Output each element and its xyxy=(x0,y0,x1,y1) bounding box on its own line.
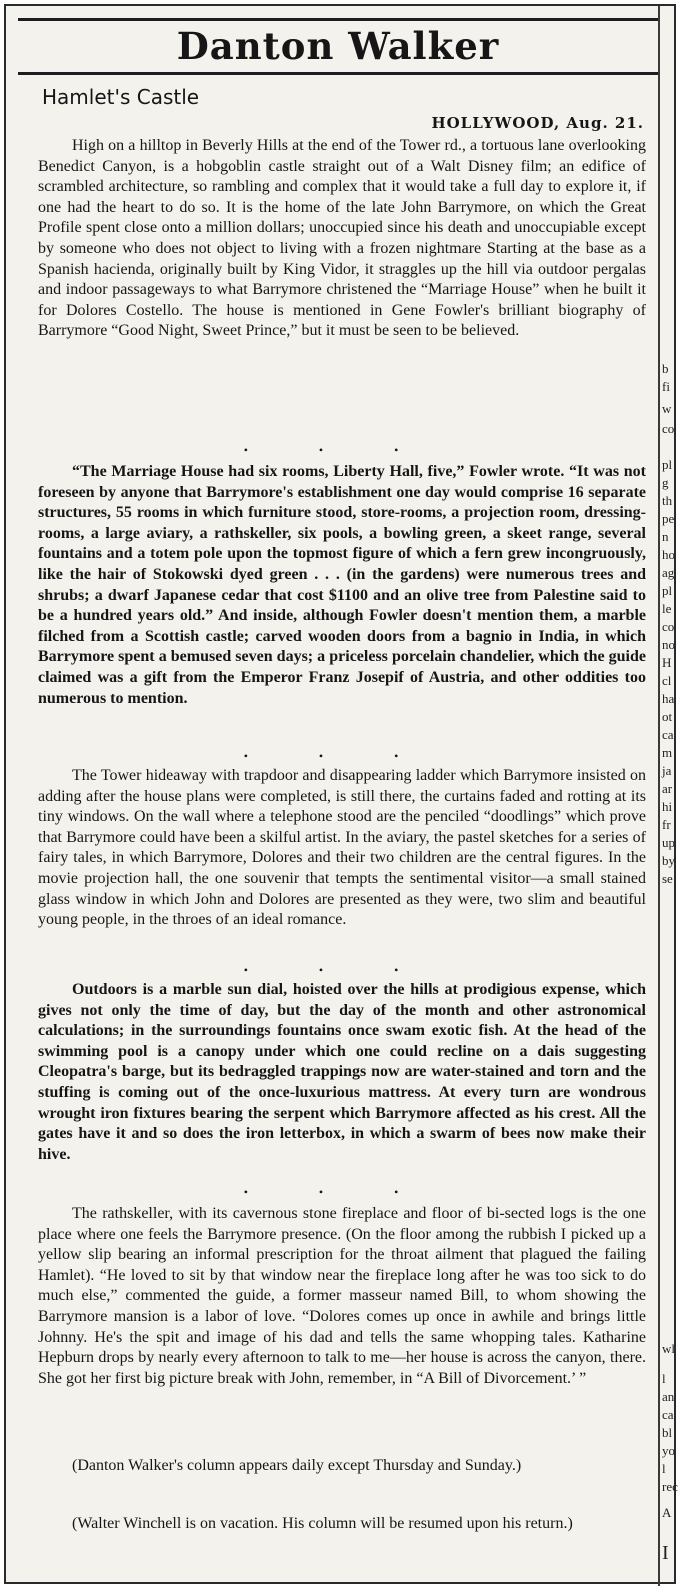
fragment-text: yo xyxy=(662,1443,675,1458)
separator-3: • • • xyxy=(243,963,433,977)
separator-2: • • • xyxy=(243,749,433,763)
fragment-text: l xyxy=(662,1461,666,1476)
fragment-text: up xyxy=(662,835,675,850)
fragment-text: ca xyxy=(662,1407,674,1422)
fragment-text: ca xyxy=(662,727,674,742)
fragment-text: an xyxy=(662,1389,675,1404)
fragment-text: g xyxy=(662,475,669,490)
fragment-text: l xyxy=(662,1371,666,1386)
fragment-text: by xyxy=(662,853,675,868)
fragment-text: m xyxy=(662,745,673,760)
fragment-text: wl xyxy=(662,1341,675,1356)
column-masthead: Danton Walker xyxy=(176,24,500,68)
fragment-text: pl xyxy=(662,583,673,598)
fragment-text: ot xyxy=(662,709,673,724)
column-gutter-rule xyxy=(658,6,660,1586)
fragment-text: A xyxy=(662,1505,672,1520)
danton-walker-column xyxy=(18,6,658,1586)
fragment-text: co xyxy=(662,619,675,634)
note-2: (Walter Winchell is on vacation. His column will be resumed upon his return.) xyxy=(72,1515,573,1532)
fragment-text: le xyxy=(662,601,672,616)
separator-4: • • • xyxy=(243,1185,433,1199)
fragment-text: fi xyxy=(662,379,670,394)
column-subhead: Hamlet's Castle xyxy=(42,85,200,109)
fragment-text: ar xyxy=(662,781,673,796)
fragment-text: w xyxy=(662,401,672,416)
paragraph-1: High on a hilltop in Beverly Hills at the end of the Tower rd., a tortuous lane overlooking Benedict Canyon, is a hobgoblin castle straight out of a Walt Disney film; an edifice of scrambled architecture, so rambling and complex that it would take a full day to explore it, if one had the heart to do so. It is the home of the late John Barrymore, on which the Great Profile spent close onto a million dollars; unoccupied since his death and unoccupiable except by someone who does not object to living with a frozen nightmare Starting at the base as a Spanish hacienda, originally built by King Vidor, it straggles up the hill via outdoor pergalas and indoor passageways to what Barrymore christened the “Marriage House” when he built it for Dolores Costello. The house is mentioned in Gene Fowler's brilliant biography of Barrymore “Good Night, Sweet Prince,” but it must be seen to be believed. xyxy=(38,137,646,340)
paragraph-4: Outdoors is a marble sun dial, hoisted over the hills at prodigious expense, which gives not only the time of day, but the day of the month and other astronomical calculations; in the surroundings fountains once swam exotic fish. At the head of the swimming pool is a canopy under which one could recline on a dais suggesting Cleopatra's barge, but its bedraggled trappings now are water-stained and torn and the stuffing is coming out of the once-luxurious mattress. At every turn are wondrous wrought iron fixtures bearing the serpent which Barrymore affected as his crest. All the gates have it and so does the iron letterbox, in which a swarm of bees now make their hive. xyxy=(38,981,646,1163)
paragraph-3: The Tower hideaway with trapdoor and disappearing ladder which Barrymore insisted on adding after the house plans were completed, is still there, the curtains faded and rotting at its tiny windows. On the wall where a telephone stood are the penciled “doodlings” which prove that Barrymore could have been a skilful artist. In the aviary, the pastel sketches for a series of fairy tales, in which Barrymore, Dolores and their two children are the central figures. In the movie projection hall, the one souvenir that tempts the sentimental visitor—a small stained glass window in which John and Dolores are presented as they were, two slim and beautiful young people, in the throes of an ideal romance. xyxy=(38,767,646,929)
fragment-text: pl xyxy=(662,457,673,472)
fragment-text: ja xyxy=(662,763,672,778)
fragment-text: co xyxy=(662,421,675,436)
fragment-text: se xyxy=(662,871,673,886)
fragment-text: ag xyxy=(662,565,675,580)
fragment-text: H xyxy=(662,655,672,670)
dateline: HOLLYWOOD, Aug. 21. xyxy=(431,114,644,132)
note-1: (Danton Walker's column appears daily except Thursday and Sunday.) xyxy=(72,1457,522,1474)
fragment-text: hi xyxy=(662,799,673,814)
fragment-text: rec xyxy=(662,1479,678,1494)
fragment-text: b xyxy=(662,361,669,376)
newspaper-page xyxy=(4,4,676,1584)
fragment-text: n xyxy=(662,529,669,544)
fragment-text: bl xyxy=(662,1425,673,1440)
adjacent-column-fragments xyxy=(662,6,682,1586)
paragraph-5: The rathskeller, with its cavernous stone fireplace and floor of bi-sected logs is the one place where one feels the Barrymore presence. (On the floor among the rubbish I picked up a yellow slip bearing an informal prescription for the throat ailment that plagued the failing Hamlet). “He loved to sit by that window near the fireplace long after he was too sick to do much else,” commented the guide, a former masseur named Bill, to whom showing the Barrymore mansion is a labor of love. “Dolores comes up once in awhile and brings little Johnny. He's the spit and image of his dad and tells the same whopping tales. Katharine Hepburn drops by nearly every afternoon to talk to me—her house is across the canyon, there. She got her first big picture break with John, remember, in “A Bill of Divorcement.’ ” xyxy=(38,1205,646,1387)
fragment-text: th xyxy=(662,493,673,508)
fragment-text: pe xyxy=(662,511,675,526)
fragment-text: ha xyxy=(662,691,675,706)
fragment-text: fr xyxy=(662,817,671,832)
fragment-text: no xyxy=(662,637,675,652)
masthead-rule xyxy=(18,72,658,75)
fragment-text: ho xyxy=(662,547,675,562)
fragment-text: cl xyxy=(662,673,672,688)
separator-1: • • • xyxy=(243,443,433,457)
fragment-text: I xyxy=(662,1542,669,1564)
paragraph-2: “The Marriage House had six rooms, Liberty Hall, five,” Fowler wrote. “It was not foreseen by anyone that Barrymore's establishment one day would comprise 16 separate structures, 55 rooms in which furniture stood, store-rooms, a projection room, dressing-rooms, a large aviary, a rathskeller, six pools, a bowling green, a skeet range, several fountains and a totem pole upon the topmost figure of which a fern grew incongruously, like the hair of Stokowski dyed green . . . (in the gardens) were numerous trees and shrubs; a dwarf Japanese cedar that cost $1100 and an olive tree from Palestine said to be a hundred years old.” And inside, although Fowler doesn't mention them, a marble filched from a Scottish castle; carved wooden doors from a bagnio in India, in which Barrymore spent a bemused seven days; a priceless porcelain chandelier, which the guide claimed was a gift from the Emperor Franz Josepif of Austria, and other oddities too numerous to mention. xyxy=(38,463,646,707)
